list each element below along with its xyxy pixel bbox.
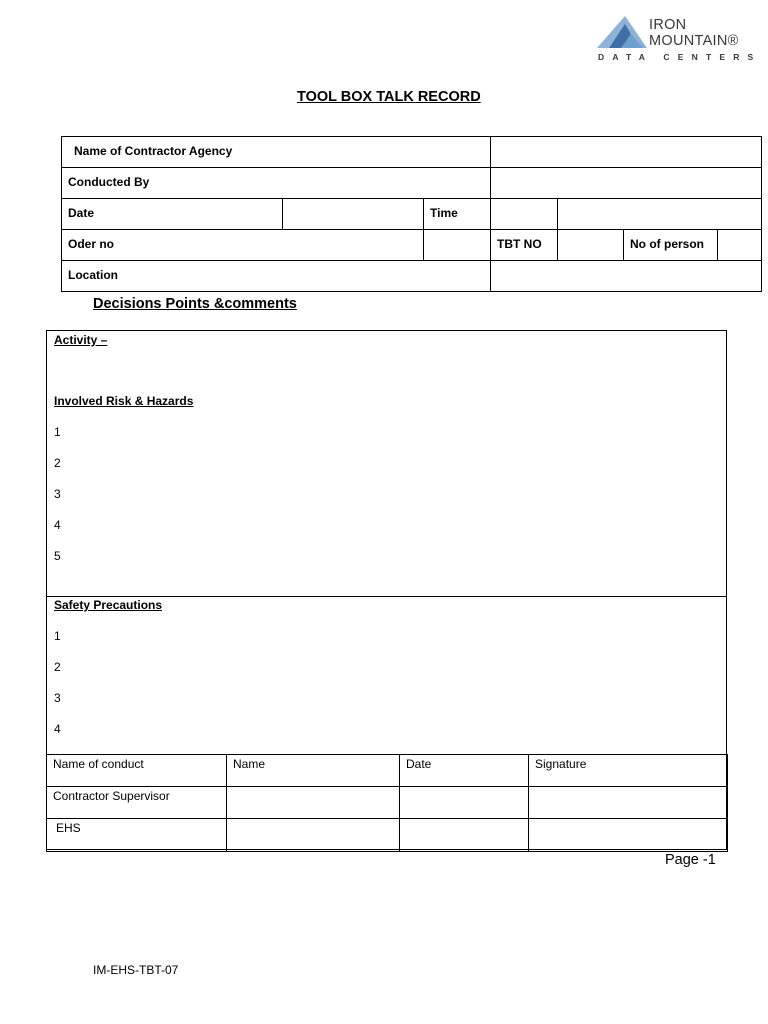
signature-value-cell[interactable] bbox=[529, 787, 728, 819]
contractor-agency-label-cell bbox=[62, 137, 491, 168]
tbt-no-label: TBT NO bbox=[497, 237, 542, 251]
order-no-label-cell bbox=[62, 230, 424, 261]
precaution-item: 1 bbox=[54, 629, 61, 643]
name-value-cell[interactable] bbox=[227, 819, 400, 852]
order-tbt-row bbox=[62, 230, 762, 261]
risk-item: 5 bbox=[54, 549, 61, 563]
tbt-no-label-cell bbox=[491, 230, 558, 261]
row-label-cell bbox=[47, 787, 227, 819]
mountain-logo-icon bbox=[595, 14, 647, 50]
row-label-contractor-supervisor: Contractor Supervisor bbox=[53, 789, 170, 803]
date-label-cell bbox=[62, 199, 283, 230]
ehs-row bbox=[47, 819, 728, 852]
order-no-value-cell[interactable] bbox=[424, 230, 491, 261]
location-label-cell bbox=[62, 261, 491, 292]
time-extra-cell[interactable] bbox=[558, 199, 762, 230]
header-cell bbox=[227, 755, 400, 787]
risk-item: 1 bbox=[54, 425, 61, 439]
header-cell bbox=[400, 755, 529, 787]
header-name: Name bbox=[233, 757, 266, 771]
conducted-by-label-cell bbox=[62, 168, 491, 199]
header-table bbox=[61, 136, 762, 292]
location-value-cell[interactable] bbox=[491, 261, 762, 292]
risk-item: 2 bbox=[54, 456, 61, 470]
tbt-no-value-cell[interactable] bbox=[558, 230, 624, 261]
contractor-supervisor-row bbox=[47, 787, 728, 819]
time-label-cell bbox=[424, 199, 491, 230]
conducted-by-value-cell[interactable] bbox=[491, 168, 762, 199]
risk-item: 4 bbox=[54, 518, 61, 532]
risk-item: 3 bbox=[54, 487, 61, 501]
company-logo bbox=[595, 14, 760, 66]
document-title: TOOL BOX TALK RECORD bbox=[297, 89, 481, 105]
no-of-person-value-cell[interactable] bbox=[718, 230, 762, 261]
name-value-cell[interactable] bbox=[227, 787, 400, 819]
header-signature: Signature bbox=[535, 757, 587, 771]
date-value-cell[interactable] bbox=[400, 787, 529, 819]
location-label: Location bbox=[68, 268, 118, 282]
date-value-cell[interactable] bbox=[400, 819, 529, 852]
signature-header-row bbox=[47, 755, 728, 787]
signature-table bbox=[46, 754, 728, 852]
activity-label: Activity – bbox=[54, 333, 108, 347]
signature-value-cell[interactable] bbox=[529, 819, 728, 852]
logo-text-iron: IRON bbox=[649, 17, 687, 33]
contractor-agency-value-cell[interactable] bbox=[491, 137, 762, 168]
page-number: Page -1 bbox=[665, 852, 716, 868]
precaution-item: 4 bbox=[54, 722, 61, 736]
header-cell bbox=[47, 755, 227, 787]
risks-label: Involved Risk & Hazards bbox=[54, 394, 194, 408]
row-label-ehs: EHS bbox=[56, 821, 81, 835]
contractor-agency-row bbox=[62, 137, 762, 168]
logo-text-mountain: MOUNTAIN® bbox=[649, 33, 739, 49]
comments-box bbox=[46, 330, 727, 850]
contractor-agency-label: Name of Contractor Agency bbox=[74, 144, 233, 158]
date-label: Date bbox=[68, 206, 95, 220]
no-of-person-label-cell bbox=[624, 230, 718, 261]
precautions-label: Safety Precautions bbox=[54, 598, 163, 612]
row-label-cell bbox=[47, 819, 227, 852]
no-of-person-label: No of person bbox=[630, 237, 705, 251]
document-code: IM-EHS-TBT-07 bbox=[93, 963, 179, 977]
date-value-cell[interactable] bbox=[283, 199, 424, 230]
location-row bbox=[62, 261, 762, 292]
header-name-of-conduct: Name of conduct bbox=[53, 757, 144, 771]
order-no-label: Oder no bbox=[68, 237, 115, 251]
header-cell bbox=[529, 755, 728, 787]
header-date: Date bbox=[406, 757, 432, 771]
conducted-by-label: Conducted By bbox=[68, 175, 150, 189]
time-value-cell[interactable] bbox=[491, 199, 558, 230]
section-divider bbox=[47, 596, 726, 597]
conducted-by-row bbox=[62, 168, 762, 199]
date-time-row bbox=[62, 199, 762, 230]
precaution-item: 3 bbox=[54, 691, 61, 705]
precaution-item: 2 bbox=[54, 660, 61, 674]
time-label: Time bbox=[430, 206, 458, 220]
section-title: Decisions Points &comments bbox=[93, 296, 297, 312]
logo-text-data-centers: DATA CENTERS bbox=[598, 52, 762, 62]
